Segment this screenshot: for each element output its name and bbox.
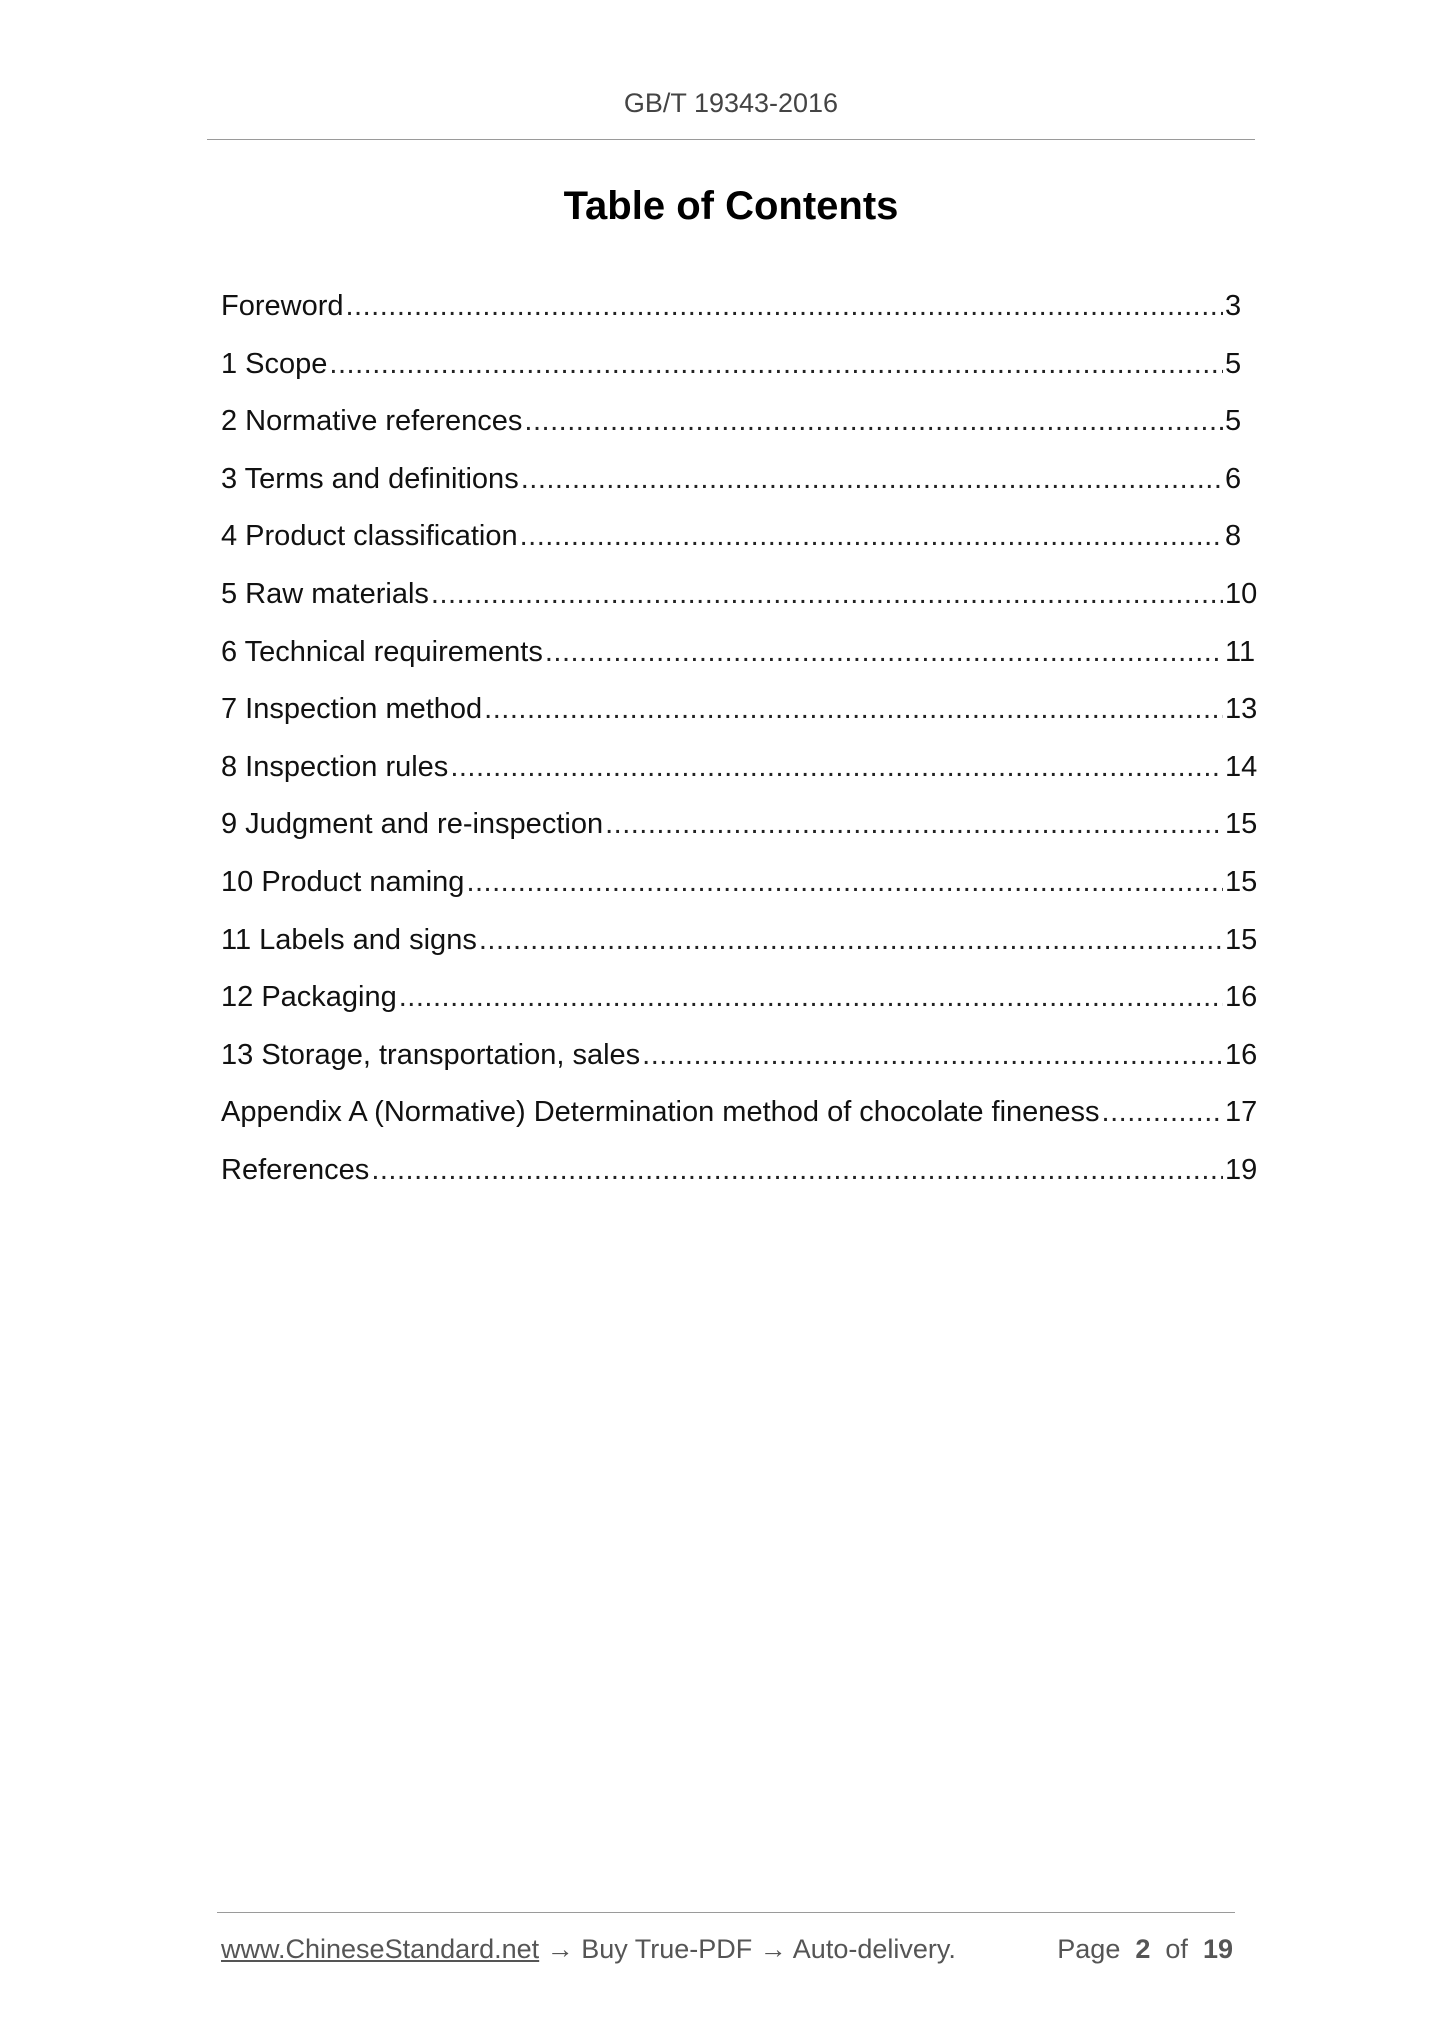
toc-entry-page: 10	[1225, 577, 1258, 610]
toc-entry-scope[interactable]	[221, 348, 1241, 406]
toc-entry-label: 13 Storage, transportation, sales	[221, 1038, 641, 1071]
toc-entry-label: 7 Inspection method	[221, 693, 483, 726]
auto-delivery-text: Auto-delivery.	[792, 1934, 956, 1964]
toc-entry-page: 16	[1225, 1038, 1258, 1071]
of-label: of	[1165, 1934, 1188, 1964]
dot-leader	[431, 578, 1223, 611]
toc-entry-page: 15	[1225, 808, 1258, 841]
toc-entry-terms-and-definitions[interactable]	[221, 463, 1241, 521]
dot-leader	[484, 693, 1223, 726]
toc-entry-inspection-method[interactable]	[221, 693, 1258, 751]
toc-entry-label: 3 Terms and definitions	[221, 462, 519, 495]
dot-leader	[545, 636, 1223, 669]
toc-entry-packaging[interactable]	[221, 981, 1258, 1039]
toc-entry-label: 11 Labels and signs	[221, 923, 477, 956]
toc-entry-page: 8	[1225, 520, 1242, 553]
toc-entry-label: References	[221, 1153, 370, 1186]
dot-leader	[466, 866, 1223, 899]
toc-entry-references[interactable]	[221, 1153, 1258, 1212]
toc-entry-page: 16	[1225, 981, 1258, 1014]
dot-leader	[520, 520, 1223, 553]
toc-entry-normative-references[interactable]	[221, 405, 1241, 463]
dot-leader	[346, 290, 1224, 323]
toc-entry-page: 14	[1225, 750, 1258, 783]
toc-entry-appendix-a[interactable]	[221, 1096, 1258, 1154]
dot-leader	[399, 981, 1223, 1014]
toc-entry-page: 6	[1225, 462, 1242, 495]
toc-entry-label: Appendix A (Normative) Determination method of chocolate fineness	[221, 1096, 1100, 1129]
dot-leader	[642, 1039, 1223, 1072]
page-label: Page	[1057, 1934, 1121, 1964]
toc-entry-storage-transportation-sales[interactable]	[221, 1038, 1258, 1097]
toc-entry-page: 5	[1225, 405, 1242, 438]
toc-entry-inspection-rules[interactable]	[221, 750, 1258, 809]
page-indicator	[1057, 1934, 1233, 1965]
dot-leader	[329, 348, 1223, 381]
toc-entry-label: 10 Product naming	[221, 865, 465, 898]
toc-entry-judgment-and-re-inspection[interactable]	[221, 808, 1258, 866]
table-of-contents	[221, 290, 1258, 1212]
total-pages-number: 19	[1202, 1934, 1233, 1964]
toc-entry-page: 15	[1225, 865, 1258, 898]
toc-entry-label: 6 Technical requirements	[221, 635, 543, 668]
buy-true-pdf-text: Buy True-PDF	[581, 1934, 753, 1964]
dot-leader	[450, 751, 1223, 784]
arrow-right-icon: →	[759, 1934, 787, 1964]
toc-entry-page: 11	[1225, 635, 1256, 668]
toc-entry-raw-materials[interactable]	[221, 577, 1258, 636]
toc-entry-label: 5 Raw materials	[221, 577, 429, 610]
dot-leader	[524, 405, 1223, 438]
toc-entry-label: 4 Product classification	[221, 520, 518, 553]
toc-entry-foreword[interactable]	[221, 290, 1241, 348]
toc-entry-page: 15	[1225, 923, 1258, 956]
footer-divider	[217, 1912, 1235, 1913]
dot-leader	[371, 1154, 1223, 1187]
page-title: Table of Contents	[563, 184, 899, 228]
toc-entry-page: 17	[1225, 1096, 1258, 1129]
toc-entry-label: 1 Scope	[221, 347, 328, 380]
arrow-right-icon: →	[546, 1934, 574, 1964]
document-id-header: GB/T 19343-2016	[623, 88, 839, 118]
toc-entry-page: 5	[1225, 347, 1242, 380]
dot-leader	[479, 924, 1223, 957]
toc-entry-label: 2 Normative references	[221, 405, 523, 438]
toc-entry-labels-and-signs[interactable]	[221, 923, 1258, 982]
toc-entry-technical-requirements[interactable]	[221, 635, 1256, 694]
toc-entry-product-classification[interactable]	[221, 520, 1241, 578]
dot-leader	[1102, 1096, 1223, 1129]
website-link[interactable]: www.ChineseStandard.net	[221, 1934, 540, 1964]
page-footer	[221, 1934, 1233, 1965]
toc-entry-page: 13	[1225, 693, 1258, 726]
toc-entry-label: 8 Inspection rules	[221, 750, 449, 783]
header-divider	[207, 139, 1255, 140]
toc-entry-product-naming[interactable]	[221, 865, 1258, 924]
toc-entry-label: Foreword	[221, 290, 344, 322]
dot-leader	[605, 808, 1223, 841]
current-page-number: 2	[1135, 1934, 1151, 1964]
toc-entry-label: 12 Packaging	[221, 981, 397, 1014]
dot-leader	[521, 463, 1223, 496]
toc-entry-page: 19	[1225, 1153, 1258, 1186]
toc-entry-page: 3	[1225, 290, 1242, 322]
toc-entry-label: 9 Judgment and re-inspection	[221, 808, 604, 841]
